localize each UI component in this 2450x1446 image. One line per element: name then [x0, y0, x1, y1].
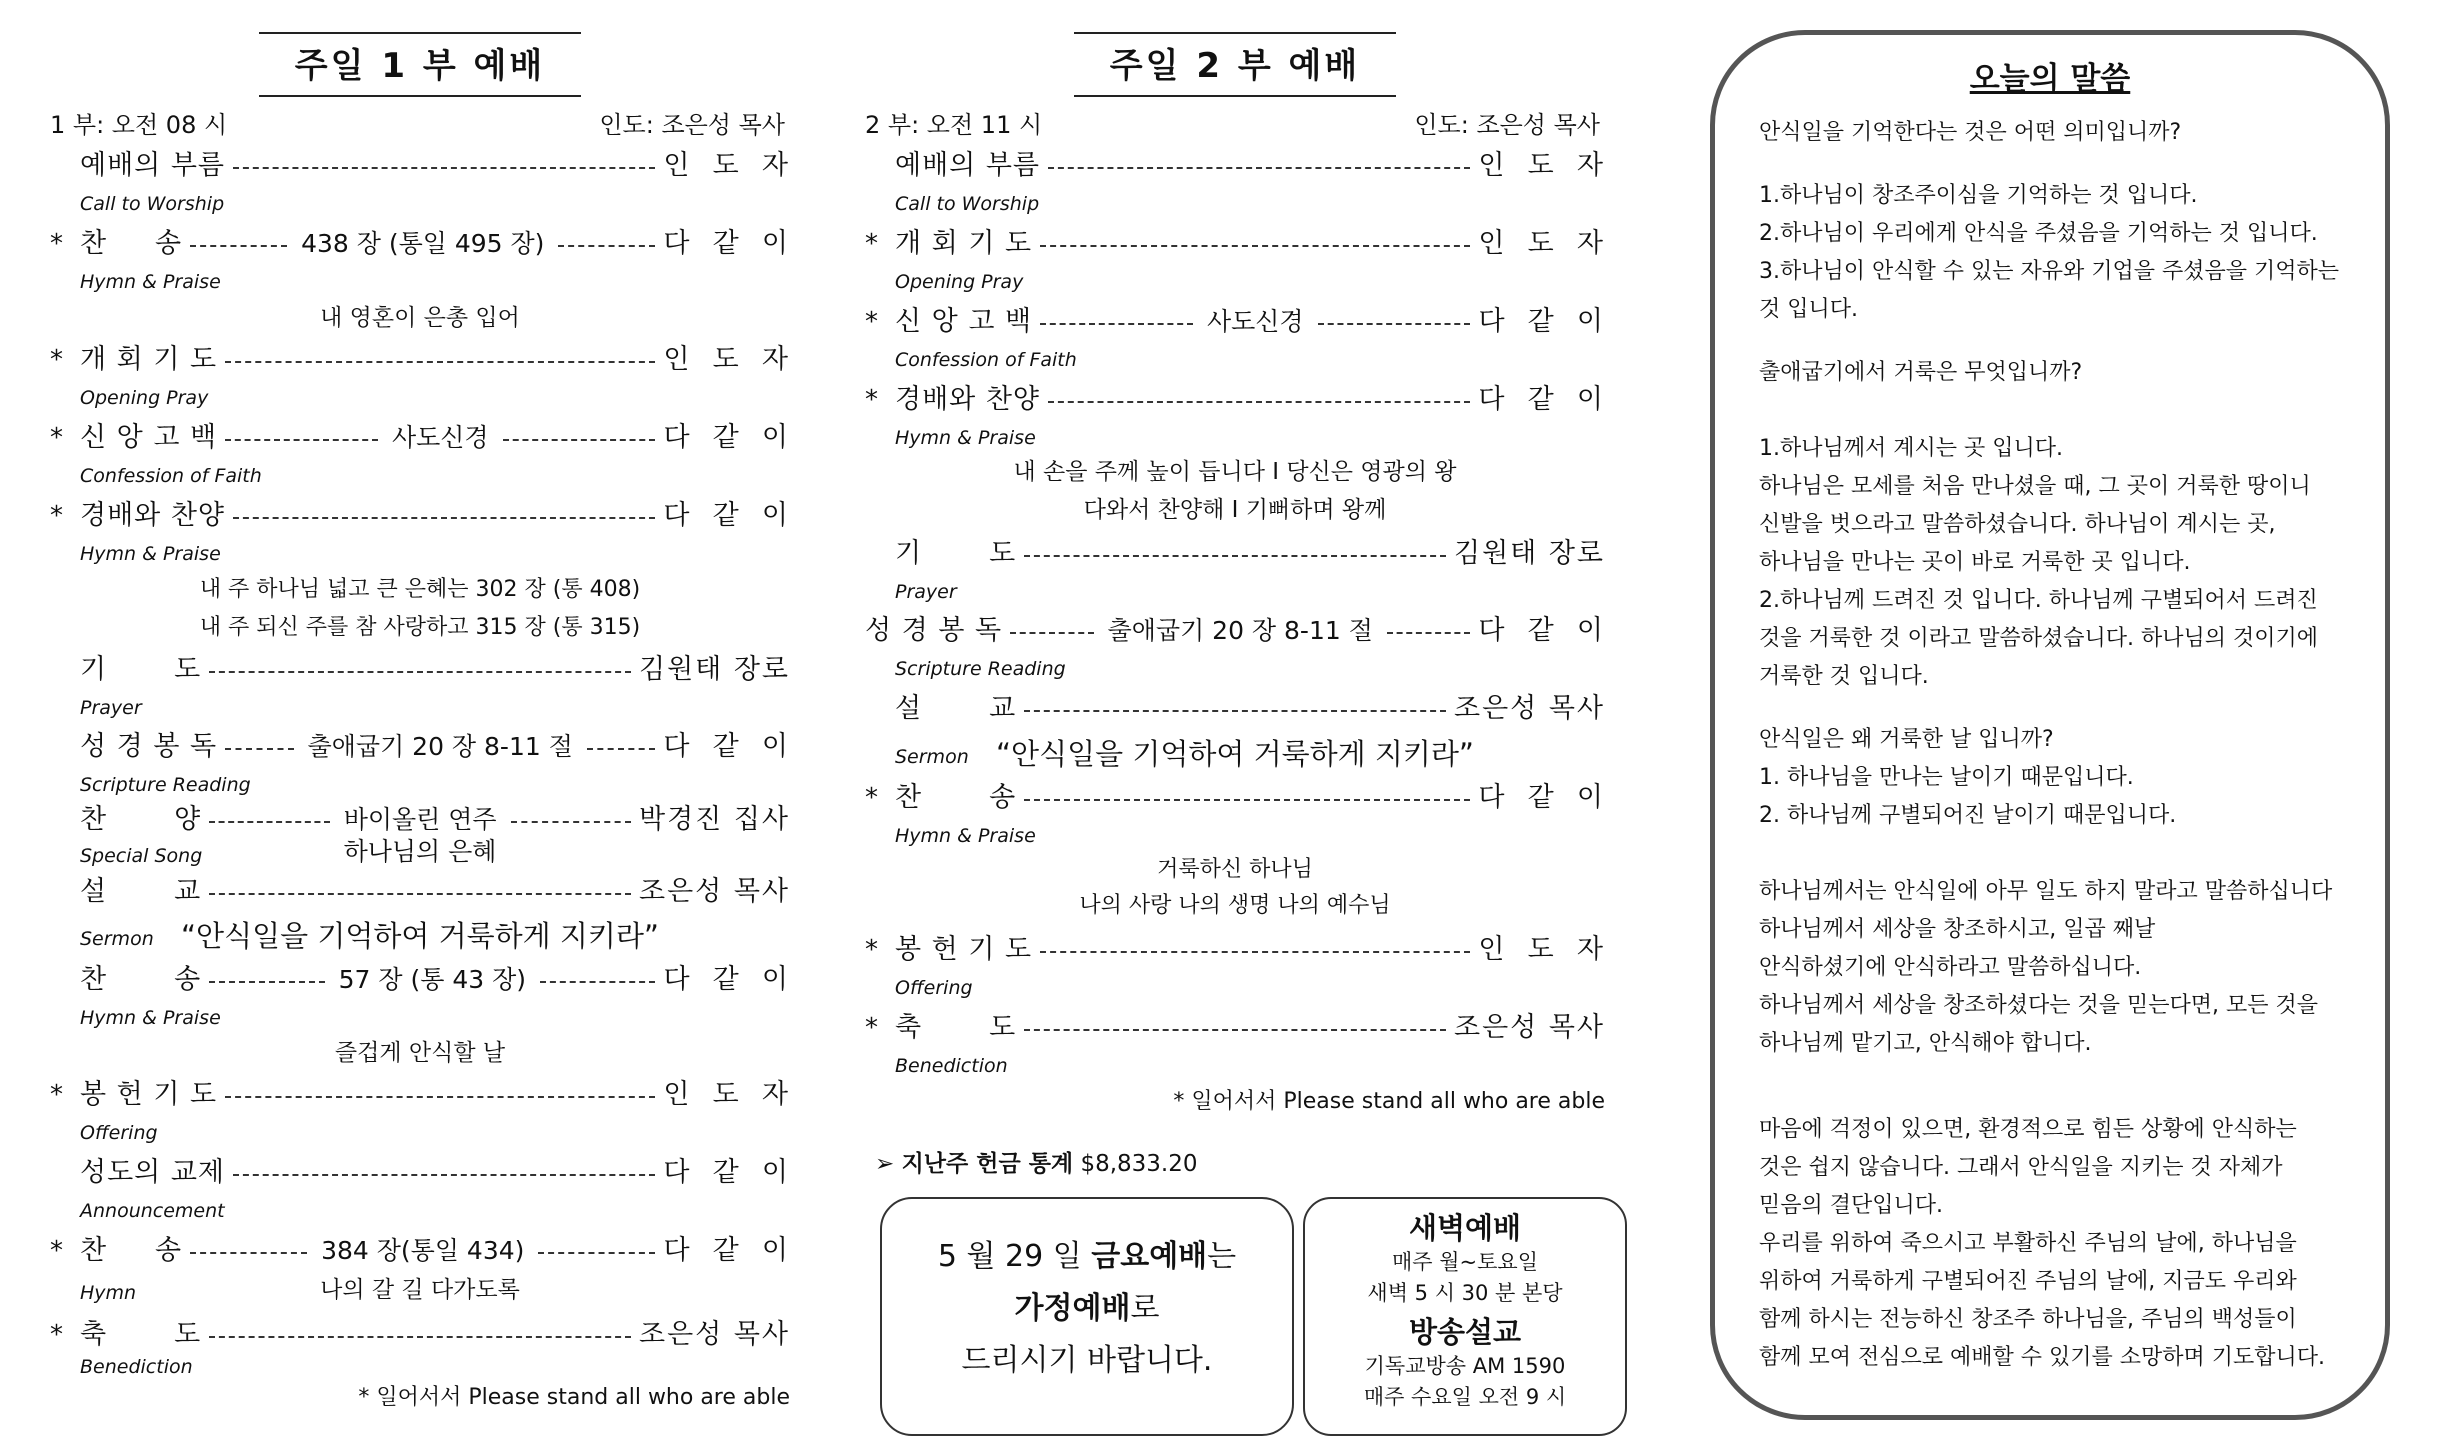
- item-label: 기 도: [80, 654, 202, 685]
- stand-marker: *: [50, 423, 63, 453]
- word-line: 하나님은 모세를 처음 만나셨을 때, 그 곳이 거룩한 땅이니: [1759, 474, 2311, 499]
- item-label: 경배와 찬양: [80, 500, 225, 531]
- s1-item-confession: [50, 418, 790, 458]
- leader-dots: [1040, 951, 1470, 953]
- dawn-days: 매주 월~토요일: [1392, 1250, 1538, 1274]
- s2-item-praise: [865, 380, 1605, 420]
- s2-item-benediction: [865, 1008, 1605, 1048]
- leader-dots: [209, 821, 329, 823]
- word-line: 1. 하나님을 만나는 날이기 때문입니다.: [1759, 765, 2134, 790]
- item-label: 찬 송: [895, 782, 1017, 813]
- item-subtitle: Opening Pray: [895, 271, 1024, 293]
- leader-dots: [1024, 1029, 1446, 1031]
- item-label: 신 앙 고 백: [895, 306, 1033, 337]
- leader-dots: [190, 245, 287, 247]
- service2-leader: 인도: 조은성 목사: [1414, 111, 1600, 139]
- leader-dots: [209, 671, 631, 673]
- service2-header-row: [865, 108, 1605, 142]
- item-person: 김원태 장로: [639, 654, 790, 685]
- friday-service: 금요예배: [1091, 1239, 1208, 1274]
- item-detail: 438 장 (통일 495 장): [301, 229, 545, 258]
- s1-item-scripture: [50, 727, 790, 767]
- item-label: 축 도: [895, 1012, 1017, 1043]
- word-line: 것은 쉽지 않습니다. 그래서 안식일을 지키는 것 자체가: [1759, 1155, 2283, 1180]
- word-line: 하나님께서 세상을 창조하시고, 일곱 째날: [1759, 917, 2156, 942]
- word-line: 3.하나님이 안식할 수 있는 자유와 기업을 주셨음을 기억하는: [1759, 259, 2339, 284]
- item-subtitle: Benediction: [80, 1356, 193, 1378]
- item-label: 설 교: [80, 876, 202, 907]
- leader-dots: [225, 439, 378, 441]
- item-person: 다 같 이: [1478, 384, 1605, 415]
- special-song-title: 하나님의 은혜: [343, 837, 497, 866]
- leader-dots: [1048, 167, 1470, 169]
- s1-item-benediction: [50, 1315, 790, 1355]
- leader-dots: [190, 1252, 307, 1254]
- word-line: 2.하나님이 우리에게 안식을 주셨음을 기억하는 것 입니다.: [1759, 221, 2318, 246]
- leader-dots: [1024, 710, 1446, 712]
- item-subtitle: Hymn & Praise: [80, 1007, 221, 1029]
- item-subtitle: Offering: [895, 977, 973, 999]
- item-subtitle: Benediction: [895, 1055, 1008, 1077]
- s1-item-praise: [50, 496, 790, 536]
- stand-note: * 일어서서 Please stand all who are able: [1173, 1089, 1605, 1114]
- friday-notice-box: [880, 1197, 1294, 1436]
- item-label: 찬 송: [80, 228, 183, 259]
- hymn-title: 나의 갈 길 다가도록: [320, 1277, 520, 1303]
- item-person: 조은성 목사: [1454, 1012, 1605, 1043]
- item-person: 다 같 이: [663, 422, 791, 453]
- leader-dots: [1024, 555, 1446, 557]
- item-label: 봉 헌 기 도: [80, 1079, 218, 1110]
- service1-header-row: [50, 108, 790, 142]
- s2-item-confession: [865, 302, 1605, 342]
- item-detail: 사도신경: [391, 423, 489, 452]
- leader-dots: [225, 1096, 655, 1098]
- leader-dots: [233, 167, 655, 169]
- dawn-title: 새벽예배: [1408, 1211, 1522, 1245]
- item-label: 예배의 부름: [895, 150, 1040, 181]
- word-line: 하나님께 맡기고, 안식해야 합니다.: [1759, 1031, 2092, 1056]
- stand-marker: *: [865, 935, 878, 965]
- item-person: 다 같 이: [663, 500, 790, 531]
- leader-dots: [558, 245, 655, 247]
- word-line: 2.하나님께 드려진 것 입니다. 하나님께 구별되어서 드려진: [1759, 588, 2318, 613]
- leader-dots: [587, 748, 656, 750]
- s2-item-sermon: [865, 689, 1605, 729]
- leader-dots: [225, 748, 294, 750]
- offering-stats: [875, 1145, 1198, 1178]
- friday-particle: 는: [1207, 1239, 1237, 1274]
- item-label: 성 경 봉 독: [865, 615, 1003, 646]
- s2-item-scripture: [835, 611, 1605, 651]
- praise-song-2: 다와서 찬양해 I 기뻐하며 왕께: [1083, 497, 1387, 523]
- leader-dots: [209, 893, 631, 895]
- service1-time: 1 부: 오전 08 시: [50, 111, 228, 139]
- word-line: 1.하나님이 창조주이심을 기억하는 것 입니다.: [1759, 183, 2198, 208]
- word-line: 거룩한 것 입니다.: [1759, 664, 1929, 689]
- item-person: 김원태 장로: [1454, 538, 1605, 569]
- s2-item-opening-prayer: [865, 224, 1605, 264]
- offering-label: 지난주 헌금 통계: [901, 1151, 1074, 1177]
- hymn-title: 즐겁게 안식할 날: [334, 1040, 506, 1066]
- word-line: 하나님께서 세상을 창조하셨다는 것을 믿는다면, 모든 것을: [1759, 993, 2319, 1018]
- item-label: 찬 송: [80, 1235, 183, 1266]
- word-line: 위하여 거룩하게 구별되어진 주님의 날에, 지금도 우리와: [1759, 1269, 2297, 1294]
- broadcast-station: 기독교방송 AM 1590: [1364, 1354, 1566, 1378]
- word-line: 믿음의 결단입니다.: [1759, 1193, 1944, 1218]
- friday-line-1: [882, 1231, 1292, 1283]
- leader-dots: [1040, 245, 1470, 247]
- item-label: 신 앙 고 백: [80, 422, 218, 453]
- stand-marker: *: [50, 1320, 63, 1350]
- item-person: 인 도 자: [663, 344, 790, 375]
- dawn-time: 새벽 5 시 30 분 본당: [1367, 1281, 1563, 1305]
- item-label: 성도의 교제: [80, 1157, 225, 1188]
- item-subtitle: Offering: [80, 1122, 158, 1144]
- stand-marker: *: [50, 501, 63, 531]
- stand-marker: *: [50, 1236, 63, 1266]
- item-label: 개 회 기 도: [80, 344, 218, 375]
- item-detail: 출애굽기 20 장 8-11 절: [1107, 616, 1373, 645]
- item-subtitle: Call to Worship: [895, 193, 1040, 215]
- item-label: 찬 양: [80, 804, 202, 835]
- stand-marker: *: [50, 1080, 63, 1110]
- item-subtitle: Scripture Reading: [80, 774, 251, 796]
- s1-item-sermon: [50, 872, 790, 912]
- item-person: 인 도 자: [1478, 934, 1605, 965]
- broadcast-title: 방송설교: [1408, 1315, 1522, 1349]
- stand-marker: *: [865, 385, 878, 415]
- item-subtitle: Scripture Reading: [895, 658, 1066, 680]
- leader-dots: [233, 517, 655, 519]
- leader-dots: [209, 981, 324, 983]
- item-label: 기 도: [895, 538, 1017, 569]
- item-subtitle: Hymn & Praise: [895, 427, 1036, 449]
- s2-item-offering-prayer: [865, 930, 1605, 970]
- stand-marker: *: [865, 307, 878, 337]
- item-detail: 사도신경: [1206, 307, 1304, 336]
- word-line: 것 입니다.: [1759, 297, 1858, 322]
- word-line: 하나님을 만나는 곳이 바로 거룩한 곳 입니다.: [1759, 550, 2191, 575]
- item-subtitle: Hymn & Praise: [80, 271, 221, 293]
- item-person: 다 같 이: [663, 731, 790, 762]
- leader-dots: [233, 1174, 655, 1176]
- s1-item-fellowship: [50, 1153, 790, 1193]
- service1-title: 주일 1 부 예배: [259, 32, 581, 97]
- word-line: 우리를 위하여 죽으시고 부활하신 주님의 날에, 하나님을: [1759, 1231, 2297, 1256]
- word-line: 하나님께서는 안식일에 아무 일도 하지 말라고 말씀하십니다: [1759, 879, 2333, 904]
- item-person: 인 도 자: [663, 1079, 790, 1110]
- item-label: 봉 헌 기 도: [895, 934, 1033, 965]
- stand-marker: *: [50, 345, 63, 375]
- word-line: 출애굽기에서 거룩은 무엇입니까?: [1759, 360, 2083, 385]
- stand-marker: *: [865, 229, 878, 259]
- word-line: 신발을 벗으라고 말씀하셨습니다. 하나님이 계시는 곳,: [1759, 512, 2276, 537]
- item-person: 조은성 목사: [639, 1319, 790, 1350]
- item-subtitle: Hymn: [80, 1282, 137, 1304]
- sermon-title: “안식일을 기억하여 거룩하게 지키라”: [181, 919, 659, 953]
- leader-dots: [503, 439, 656, 441]
- friday-line-2: [882, 1283, 1292, 1335]
- item-detail: 바이올린 연주: [343, 805, 497, 834]
- item-subtitle: Prayer: [80, 697, 142, 719]
- stand-marker: *: [865, 783, 878, 813]
- word-line: 안식일은 왜 거룩한 날 입니까?: [1759, 727, 2054, 752]
- home-service: 가정예배: [1014, 1291, 1131, 1326]
- item-person: 다 같 이: [1478, 306, 1606, 337]
- offering-amount: $8,833.20: [1080, 1151, 1198, 1177]
- home-particle: 로: [1130, 1291, 1160, 1326]
- item-subtitle: Prayer: [895, 581, 957, 603]
- service2-title: 주일 2 부 예배: [1074, 32, 1396, 97]
- s1-item-hymn-57: [50, 960, 790, 1000]
- item-person: 인 도 자: [1478, 150, 1605, 181]
- leader-dots: [540, 981, 655, 983]
- service1-leader: 인도: 조은성 목사: [599, 111, 785, 139]
- leader-dots: [209, 1336, 631, 1338]
- item-label: 성 경 봉 독: [80, 731, 218, 762]
- item-detail: 출애굽기 20 장 8-11 절: [307, 732, 573, 761]
- broadcast-time: 매주 수요일 오전 9 시: [1363, 1385, 1567, 1409]
- item-label: 예배의 부름: [80, 150, 225, 181]
- leader-dots: [1387, 632, 1471, 634]
- hymn-line-2: 나의 사랑 나의 생명 나의 예수님: [1079, 893, 1391, 918]
- s1-item-offering-prayer: [50, 1075, 790, 1115]
- todays-word-box: [1710, 30, 2390, 1420]
- item-label: 경배와 찬양: [895, 384, 1040, 415]
- leader-dots: [538, 1252, 655, 1254]
- leader-dots: [1010, 632, 1094, 634]
- word-line: 2. 하나님께 구별되어진 날이기 때문입니다.: [1759, 803, 2177, 828]
- s1-item-hymn: [50, 224, 790, 264]
- friday-line-3: 드리시기 바랍니다.: [961, 1343, 1213, 1378]
- word-line: 마음에 걱정이 있으면, 환경적으로 힘든 상황에 안식하는: [1759, 1117, 2297, 1142]
- item-person: 다 같 이: [1478, 782, 1605, 813]
- item-person: 인 도 자: [663, 150, 790, 181]
- hymn-title: 내 영혼이 은총 입어: [320, 305, 520, 331]
- item-subtitle: Call to Worship: [80, 193, 225, 215]
- leader-dots: [1318, 323, 1471, 325]
- item-subtitle: Announcement: [80, 1200, 225, 1222]
- item-detail: 57 장 (통 43 장): [338, 965, 527, 994]
- praise-song-2: 내 주 되신 주를 참 사랑하고 315 장 (통 315): [199, 615, 641, 640]
- word-line: 함께 모여 전심으로 예배할 수 있기를 소망하며 기도합니다.: [1759, 1345, 2325, 1370]
- word-line: 1.하나님께서 계시는 곳 입니다.: [1759, 436, 2063, 461]
- stand-note: * 일어서서 Please stand all who are able: [358, 1385, 790, 1410]
- item-person: 다 같 이: [663, 1157, 790, 1188]
- word-line: 것을 거룩한 것 이라고 말씀하셨습니다. 하나님의 것이기에: [1759, 626, 2319, 651]
- sermon-title: “안식일을 기억하여 거룩하게 지키라”: [996, 737, 1474, 771]
- item-subtitle: Confession of Faith: [895, 349, 1077, 371]
- item-subtitle: Sermon: [895, 746, 969, 768]
- stand-marker: *: [865, 1013, 878, 1043]
- item-label: 개 회 기 도: [895, 228, 1033, 259]
- item-label: 축 도: [80, 1319, 202, 1350]
- item-person: 인 도 자: [1478, 228, 1605, 259]
- leader-dots: [1024, 799, 1470, 801]
- item-subtitle: Hymn & Praise: [895, 825, 1036, 847]
- word-line: 함께 하시는 전능하신 창조주 하나님을, 주님의 백성들이: [1759, 1307, 2297, 1332]
- item-label: 설 교: [895, 693, 1017, 724]
- leader-dots: [225, 361, 655, 363]
- leader-dots: [1040, 323, 1193, 325]
- arrow-icon: ➢: [875, 1151, 895, 1177]
- s2-item-hymn: [865, 778, 1605, 818]
- item-person: 조은성 목사: [639, 876, 790, 907]
- item-person: 박경진 집사: [639, 804, 791, 835]
- service2-time: 2 부: 오전 11 시: [865, 111, 1043, 139]
- hymn-line-1: 거룩하신 하나님: [1157, 857, 1313, 882]
- s1-item-call-to-worship: [50, 146, 790, 186]
- item-person: 다 같 이: [663, 228, 790, 259]
- item-person: 다 같 이: [1478, 615, 1605, 646]
- stand-marker: *: [50, 229, 63, 259]
- praise-song-1: 내 손을 주께 높이 듭니다 I 당신은 영광의 왕: [1013, 459, 1457, 485]
- word-line: 안식일을 기억한다는 것은 어떤 의미입니까?: [1759, 120, 2182, 145]
- friday-date: 5 월 29 일: [937, 1239, 1092, 1274]
- item-person: 다 같 이: [663, 1235, 791, 1266]
- item-label: 찬 송: [80, 964, 202, 995]
- item-subtitle: Confession of Faith: [80, 465, 262, 487]
- s1-item-special-song: [50, 800, 790, 840]
- leader-dots: [511, 821, 631, 823]
- item-detail: 384 장(통일 434): [321, 1236, 525, 1265]
- s2-item-call-to-worship: [865, 146, 1605, 186]
- praise-song-1: 내 주 하나님 넓고 큰 은혜는 302 장 (통 408): [199, 577, 641, 602]
- item-subtitle: Opening Pray: [80, 387, 209, 409]
- word-line: 안식하셨기에 안식하라고 말씀하십니다.: [1759, 955, 2142, 980]
- item-subtitle: Sermon: [80, 928, 154, 950]
- leader-dots: [1048, 401, 1470, 403]
- item-subtitle: Hymn & Praise: [80, 543, 221, 565]
- s1-item-prayer: [50, 650, 790, 690]
- dawn-service-box: [1303, 1197, 1627, 1436]
- s2-item-prayer: [865, 534, 1605, 574]
- s1-item-opening-prayer: [50, 340, 790, 380]
- todays-word-title: 오늘의 말씀: [1969, 61, 2131, 97]
- item-person: 다 같 이: [663, 964, 791, 995]
- item-person: 조은성 목사: [1454, 693, 1605, 724]
- item-subtitle: Special Song: [80, 845, 203, 867]
- s1-item-hymn-384: [50, 1231, 790, 1271]
